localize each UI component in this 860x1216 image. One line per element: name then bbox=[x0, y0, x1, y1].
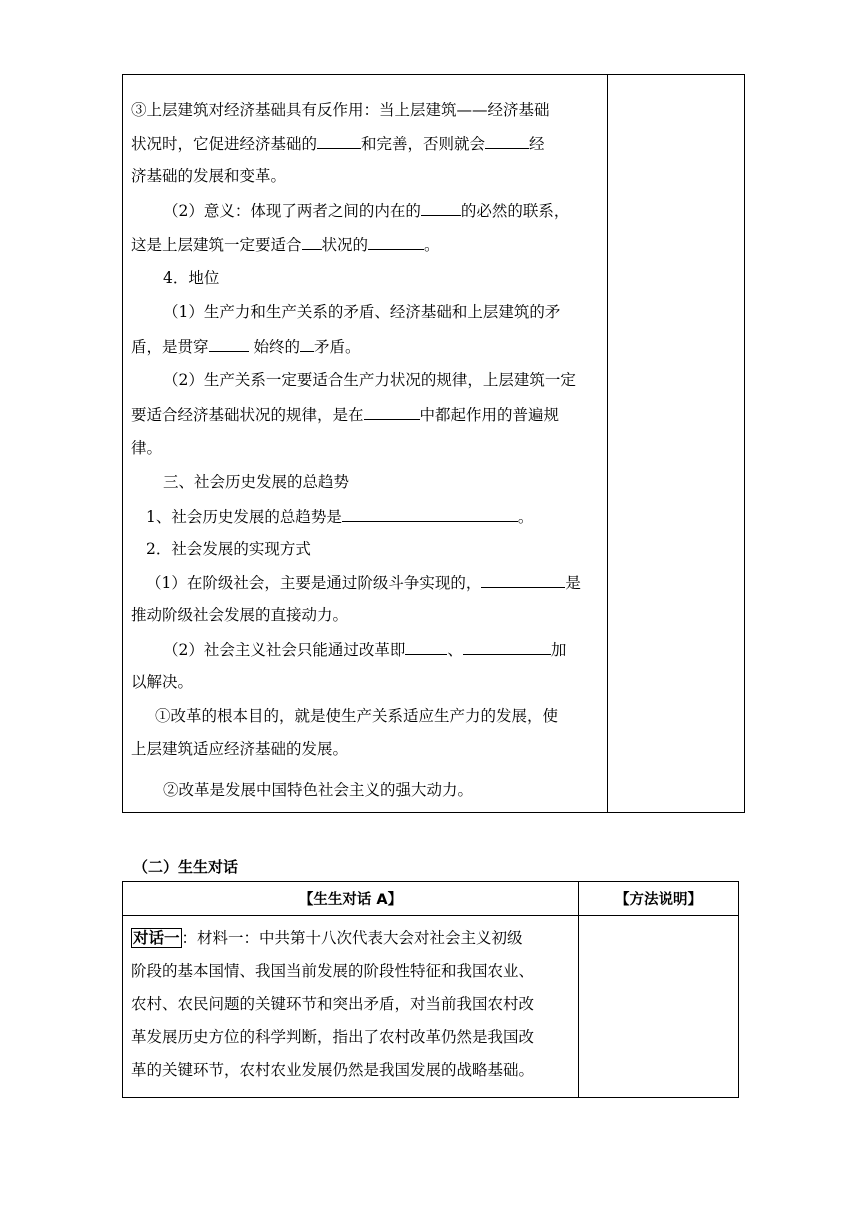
content-line: （2）意义：体现了两者之间的内在的 的必然的联系， bbox=[163, 202, 570, 220]
content-line: 上层建筑适应经济基础的发展。 bbox=[131, 740, 349, 758]
content-line: （2）生产关系一定要适合生产力状况的规律，上层建筑一定 bbox=[163, 371, 576, 389]
dialog-label: 对话一 bbox=[133, 929, 180, 947]
fill-blank[interactable] bbox=[405, 639, 447, 655]
content-line: ①改革的根本目的，就是使生产关系适应生产力的发展，使 bbox=[155, 707, 559, 725]
fill-blank[interactable] bbox=[421, 200, 461, 216]
content-line: 1、社会历史发展的总趋势是 。 bbox=[146, 508, 534, 526]
content-line: ②改革是发展中国特色社会主义的强大动力。 bbox=[163, 781, 474, 799]
dialog-line: 革的关键环节，农村农业发展仍然是我国发展的战略基础。 bbox=[131, 1061, 535, 1079]
content-line: 律。 bbox=[131, 439, 163, 457]
fill-blank[interactable] bbox=[302, 234, 322, 250]
content-line: （2）社会主义社会只能通过改革即 、 加 bbox=[163, 641, 567, 659]
content-line: （1）在阶级社会，主要是通过阶级斗争实现的， 是 bbox=[146, 574, 581, 592]
content-line: 2．社会发展的实现方式 bbox=[146, 540, 311, 558]
fill-blank[interactable] bbox=[209, 336, 249, 352]
fill-blank[interactable] bbox=[481, 572, 565, 588]
dialog-line: 农村、农民问题的关键环节和突出矛盾，对当前我国农村改 bbox=[131, 995, 535, 1013]
fill-blank[interactable] bbox=[463, 639, 551, 655]
fill-blank[interactable] bbox=[342, 506, 518, 522]
content-line: 状况时，它促进经济基础的 和完善，否则就会 经 bbox=[131, 135, 545, 153]
method-cell bbox=[579, 916, 739, 1098]
content-line: （1）生产力和生产关系的矛盾、经济基础和上层建筑的矛 bbox=[163, 303, 561, 321]
method-header: 【方法说明】 bbox=[579, 882, 739, 916]
fill-blank[interactable] bbox=[364, 404, 420, 420]
dialog-line: 阶段的基本国情、我国当前发展的阶段性特征和我国农业、 bbox=[131, 962, 535, 980]
content-line: 三、社会历史发展的总趋势 bbox=[163, 473, 350, 491]
fill-blank[interactable] bbox=[485, 133, 529, 149]
fill-blank[interactable] bbox=[317, 133, 361, 149]
content-line: 以解决。 bbox=[131, 673, 194, 691]
content-line: 要适合经济基础状况的规律，是在 中都起作用的普遍规 bbox=[131, 406, 560, 424]
dialog-line: 对话一 ：材料一：中共第十八次代表大会对社会主义初级 bbox=[133, 929, 523, 947]
fill-blank[interactable] bbox=[300, 336, 314, 352]
dialog-header: 【生生对话 A】 bbox=[123, 882, 579, 916]
content-line: 盾，是贯穿 始终的 矛盾。 bbox=[131, 338, 361, 356]
dialog-line: 革发展历史方位的科学判断，指出了农村改革仍然是我国改 bbox=[131, 1028, 535, 1046]
section-title: （二）生生对话 bbox=[133, 858, 239, 876]
content-line: 推动阶级社会发展的直接动力。 bbox=[131, 606, 349, 624]
content-line: 济基础的发展和变革。 bbox=[131, 167, 287, 185]
content-line: 这是上层建筑一定要适合 状况的 。 bbox=[131, 236, 440, 254]
content-line: ③上层建筑对经济基础具有反作用：当上层建筑——经济基础 bbox=[131, 101, 550, 119]
notes-cell bbox=[608, 75, 745, 813]
content-line: 4．地位 bbox=[163, 269, 220, 287]
fill-blank[interactable] bbox=[368, 234, 424, 250]
